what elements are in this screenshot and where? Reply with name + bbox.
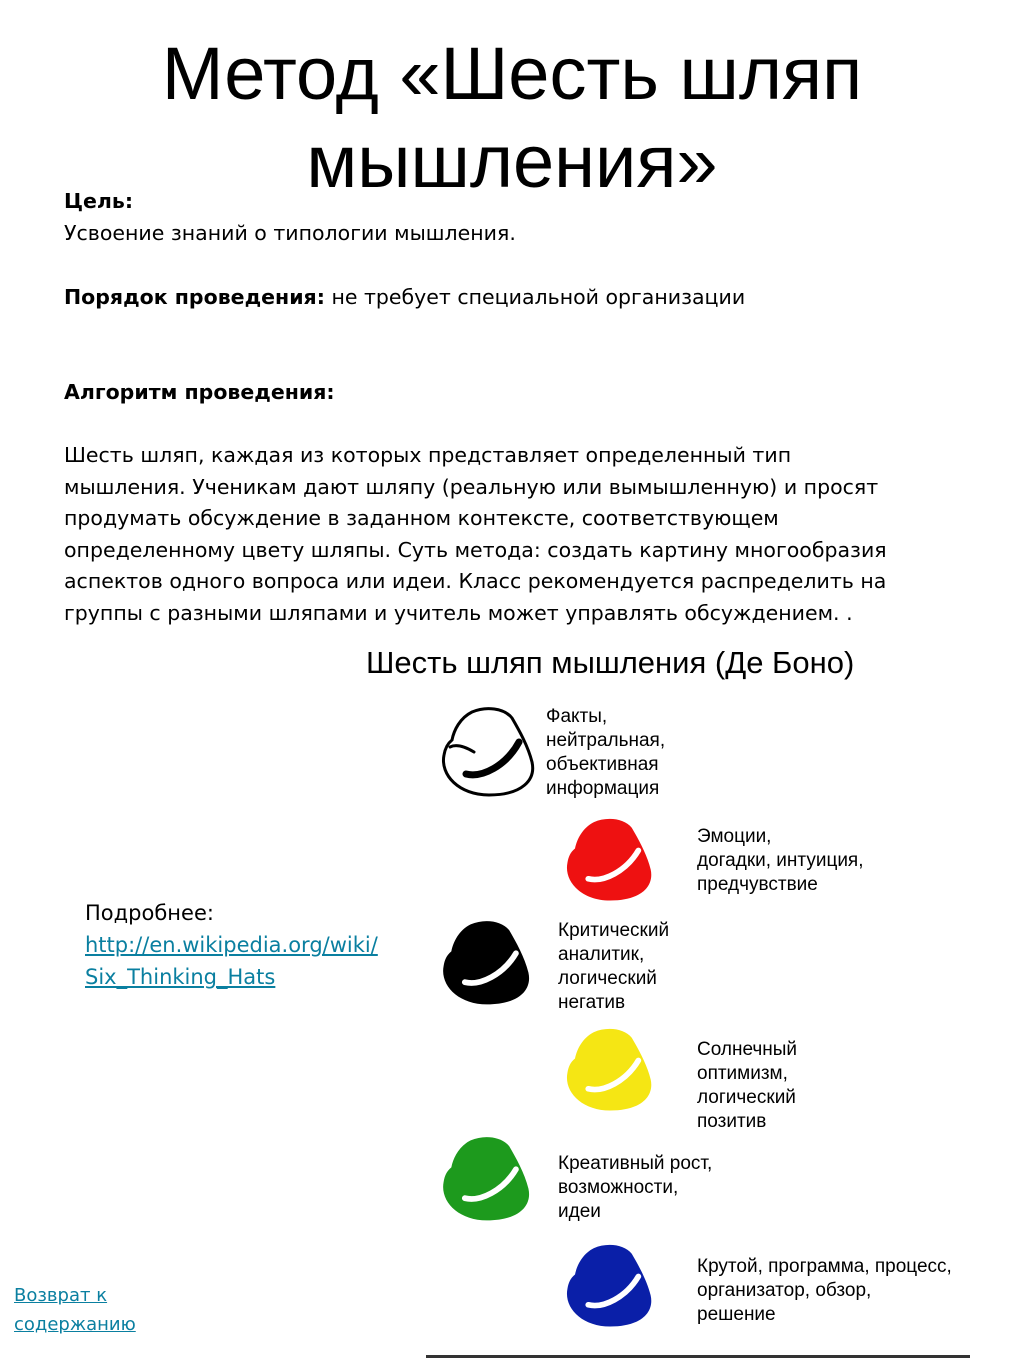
algorithm-line: определенному цвету шляпы. Суть метода: создать картину многообразия (64, 537, 887, 562)
hat-label-white (546, 705, 665, 801)
hat-shape (567, 1029, 651, 1111)
procedure-block (64, 282, 964, 314)
hat-label-line: решение (697, 1304, 776, 1325)
white-hat-icon (434, 700, 544, 800)
back-link-line: Возврат к (14, 1285, 108, 1306)
black-hat-icon (434, 912, 540, 1010)
divider (426, 1355, 970, 1358)
algorithm-line: Шесть шляп, каждая из которых представляет определенный тип (64, 443, 792, 467)
hat-label-line: идеи (558, 1201, 601, 1222)
goal-text: Усвоение знаний о типологии мышления. (64, 220, 516, 245)
wikipedia-link-line: Six_Thinking_Hats (85, 965, 276, 989)
hat-label-line: информация (546, 778, 660, 799)
page-title (0, 30, 1024, 206)
figure-title: Шесть шляп мышления (Де Боно) (366, 645, 855, 680)
back-to-contents-link[interactable] (14, 1281, 136, 1339)
more-label: Подробнее: (85, 901, 214, 925)
hat-label-black (558, 919, 669, 1015)
hat-label-line: Крутой, программа, процесс, (697, 1256, 952, 1277)
goal-block (64, 186, 964, 249)
hat-label-line: возможности, (558, 1177, 679, 1198)
hat-label-line: оптимизм, (697, 1063, 788, 1084)
hat-shape (443, 709, 532, 795)
hat-label-line: догадки, интуиция, (697, 850, 864, 871)
algorithm-line: продумать обсуждение в заданном контексте, соответствующем (64, 506, 779, 530)
title-line-2: мышления» (306, 120, 718, 203)
hat-label-line: Критический (558, 920, 670, 941)
hat-label-line: предчувствие (697, 874, 818, 895)
algorithm-description (64, 440, 964, 629)
hat-label-line: организатор, обзор, (697, 1280, 872, 1301)
green-hat-icon (434, 1128, 540, 1226)
hat-shape (567, 1245, 651, 1327)
hat-label-line: логический (558, 968, 657, 989)
wikipedia-link[interactable] (85, 929, 378, 993)
blue-hat-icon (558, 1236, 662, 1332)
hat-label-blue (697, 1255, 952, 1327)
hat-label-line: аналитик, (558, 944, 645, 965)
hat-shape (567, 819, 651, 901)
yellow-hat-icon (558, 1020, 662, 1116)
hat-label-line: Эмоции, (697, 826, 772, 847)
goal-label: Цель: (64, 189, 134, 213)
algorithm-line: аспектов одного вопроса или идеи. Класс рекомендуется распределить на (64, 569, 887, 593)
algorithm-label-text: Алгоритм проведения: (64, 380, 335, 404)
red-hat-icon (558, 810, 662, 906)
hat-shape (443, 921, 529, 1004)
hat-label-line: Факты, (546, 706, 608, 727)
algorithm-label (64, 377, 964, 409)
back-link-line: содержанию (14, 1314, 136, 1335)
hat-shape (443, 1137, 529, 1220)
hat-label-line: позитив (697, 1111, 767, 1132)
back-to-contents (14, 1281, 136, 1339)
procedure-label: Порядок проведения: (64, 285, 325, 309)
algorithm-line: мышления. Ученикам дают шляпу (реальную или вымышленную) и просят (64, 474, 879, 499)
hat-label-line: нейтральная, (546, 730, 666, 751)
algorithm-line: группы с разными шляпами и учитель может управлять обсуждением. . (64, 600, 853, 625)
hat-label-green (558, 1152, 712, 1224)
procedure-text: не требует специальной организации (324, 285, 746, 309)
wikipedia-link-line: http://en.wikipedia.org/wiki/ (85, 933, 378, 957)
hat-label-yellow (697, 1038, 797, 1134)
hat-label-line: объективная (546, 754, 659, 775)
hat-label-line: Креативный рост, (558, 1153, 713, 1174)
hat-label-line: Солнечный (697, 1039, 798, 1060)
hat-label-red (697, 825, 864, 897)
title-line-1: Метод «Шесть шляп (161, 32, 863, 115)
hat-label-line: негатив (558, 992, 626, 1013)
more-info (85, 897, 378, 993)
hat-label-line: логический (697, 1087, 796, 1108)
